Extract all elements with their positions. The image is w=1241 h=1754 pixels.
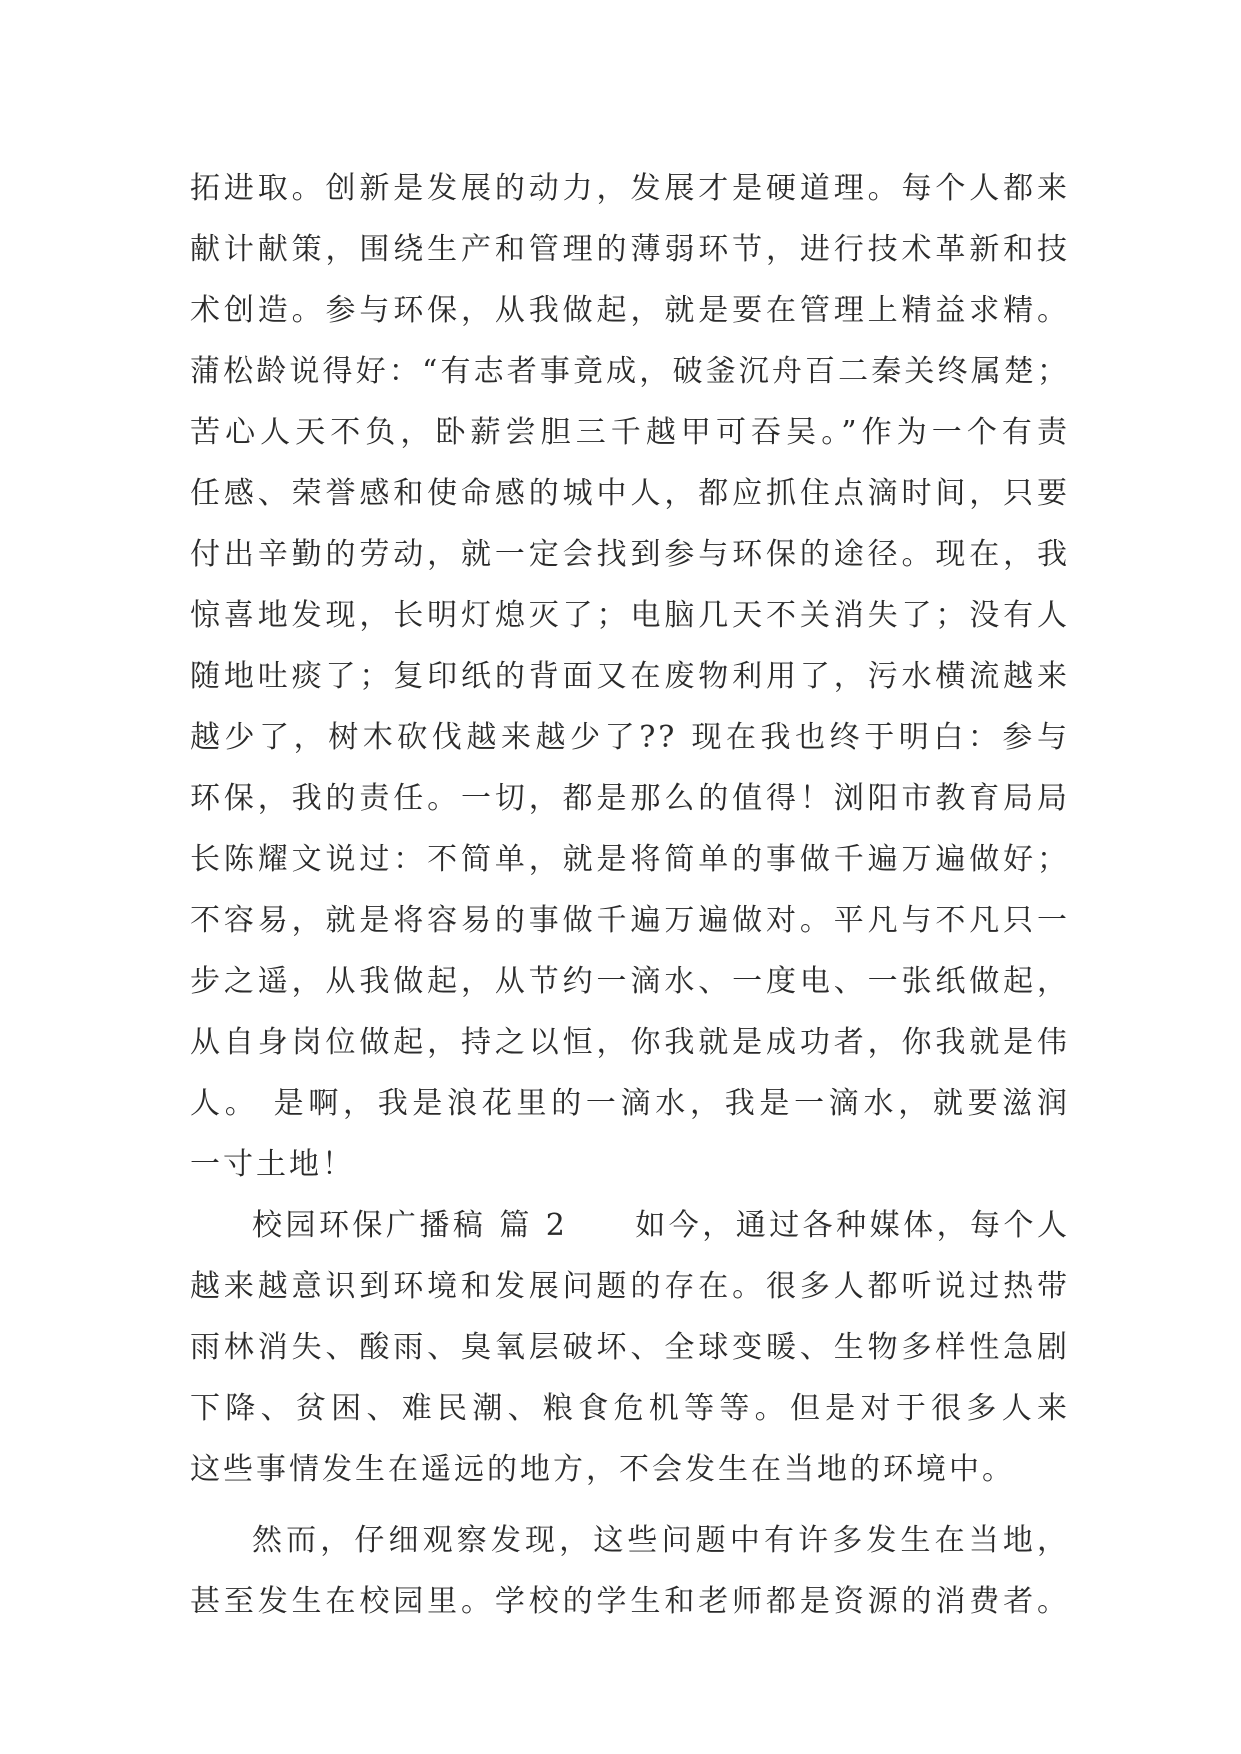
text-line: 随地吐痰了；复印纸的背面又在废物利用了，污水横流越来 — [190, 659, 1070, 694]
text-line: 下降、贫困、难民潮、粮食危机等等。但是对于很多人来 — [190, 1391, 1070, 1426]
text-line: 雨林消失、酸雨、臭氧层破坏、全球变暖、生物多样性急剧 — [190, 1330, 1070, 1365]
text-line: 献计献策，围绕生产和管理的薄弱环节，进行技术革新和技 — [190, 232, 1070, 267]
text-line: 步之遥，从我做起，从节约一滴水、一度电、一张纸做起， — [190, 964, 1070, 999]
text-line: 越少了，树木砍伐越来越少了?? 现在我也终于明白：参与 — [190, 720, 1070, 755]
section-heading-line: 校园环保广播稿 篇 2 如今，通过各种媒体，每个人 — [252, 1208, 1070, 1243]
text-line: 任感、荣誉感和使命感的城中人，都应抓住点滴时间，只要 — [190, 476, 1070, 511]
text-line: 不容易，就是将容易的事做千遍万遍做对。平凡与不凡只一 — [190, 903, 1070, 938]
text-line: 人。 是啊，我是浪花里的一滴水，我是一滴水，就要滋润 — [190, 1086, 1070, 1121]
text-line: 越来越意识到环境和发展问题的存在。很多人都听说过热带 — [190, 1269, 1070, 1304]
text-line: 甚至发生在校园里。学校的学生和老师都是资源的消费者。 — [190, 1584, 1070, 1619]
text-line: 蒲松龄说得好：“有志者事竟成，破釜沉舟百二秦关终属楚； — [190, 354, 1070, 389]
body-text — [190, 158, 1070, 1632]
paragraph-start-line: 然而，仔细观察发现，这些问题中有许多发生在当地， — [252, 1523, 1070, 1558]
text-line: 术创造。参与环保，从我做起，就是要在管理上精益求精。 — [190, 293, 1070, 328]
text-line: 惊喜地发现，长明灯熄灭了；电脑几天不关消失了；没有人 — [190, 598, 1070, 633]
text-line: 苦心人天不负，卧薪尝胆三千越甲可吞吴。”作为一个有责 — [190, 415, 1070, 450]
text-line: 环保，我的责任。一切，都是那么的值得！浏阳市教育局局 — [190, 781, 1070, 816]
text-line: 拓进取。创新是发展的动力，发展才是硬道理。每个人都来 — [190, 171, 1070, 206]
text-line: 一寸土地！ — [190, 1147, 355, 1182]
text-line: 从自身岗位做起，持之以恒，你我就是成功者，你我就是伟 — [190, 1025, 1070, 1060]
text-line: 长陈耀文说过：不简单，就是将简单的事做千遍万遍做好； — [190, 842, 1070, 877]
text-line: 付出辛勤的劳动，就一定会找到参与环保的途径。现在，我 — [190, 537, 1070, 572]
text-line: 这些事情发生在遥远的地方，不会发生在当地的环境中。 — [190, 1452, 1015, 1487]
